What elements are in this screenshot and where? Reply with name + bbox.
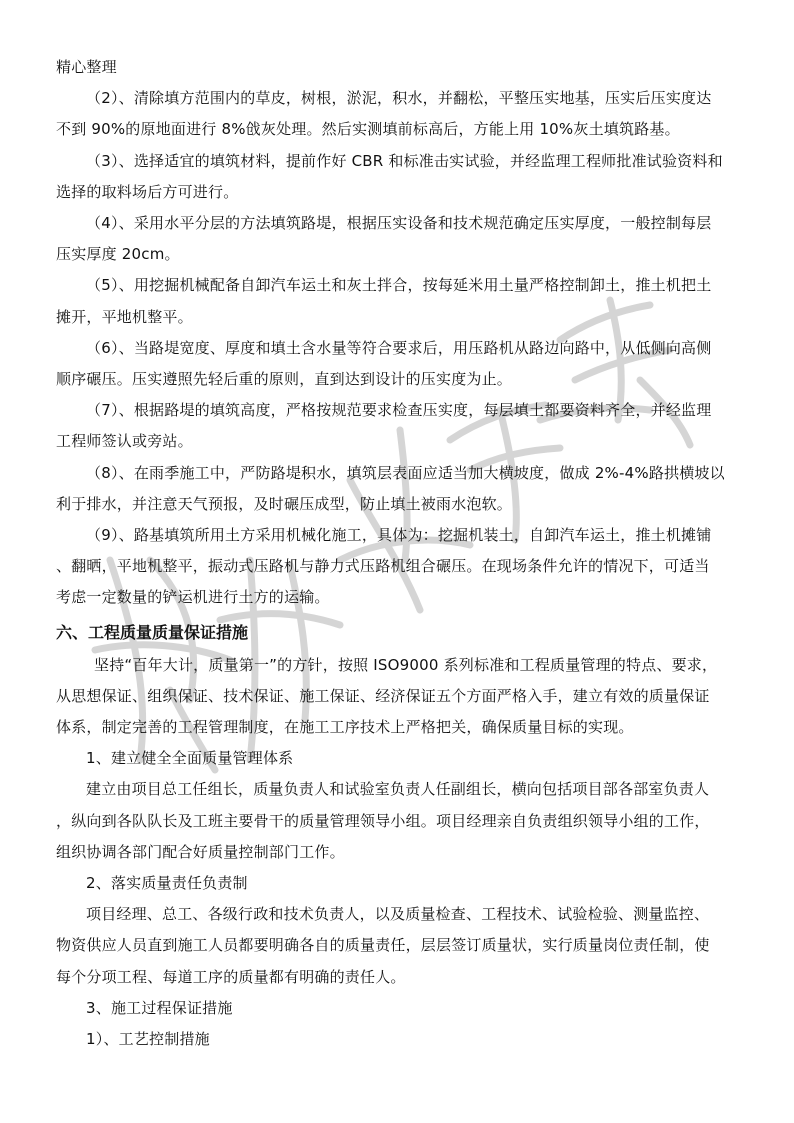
paragraph-line: 利于排水，并注意天气预报，及时碾压成型，防止填土被雨水泡软。 — [56, 494, 513, 513]
paragraph-line: （9）、路基填筑所用土方采用机械化施工，具体为：挖掘机装土，自卸汽车运土，推土机摊铺 — [86, 526, 712, 545]
paragraph-line: 工程师签认或旁站。 — [56, 432, 193, 451]
paragraph-line: （4）、采用水平分层的方法填筑路堤，根据压实设备和技术规范确定压实厚度，一般控制每层 — [86, 214, 712, 233]
paragraph-line: （6）、当路堤宽度、厚度和填土含水量等符合要求后，用压路机从路边向路中，从低侧向高侧 — [86, 338, 712, 357]
paragraph-line: ，纵向到各队队长及工班主要骨干的质量管理领导小组。项目经理亲自负责组织领导小组的工作， — [56, 811, 710, 830]
paragraph-line: 摊开，平地机整平。 — [56, 307, 193, 326]
subsection-heading: 1）、工艺控制措施 — [86, 1030, 210, 1049]
subsection-heading: 3、施工过程保证措施 — [86, 998, 233, 1017]
paragraph-line: 从思想保证、组织保证、技术保证、施工保证、经济保证五个方面严格入手，建立有效的质量保证 — [56, 686, 710, 705]
paragraph-line: 、翻晒，平地机整平，振动式压路机与静力式压路机组合碾压。在现场条件允许的情况下，可适当 — [56, 557, 710, 576]
paragraph-line: （2）、清除填方范围内的草皮，树根，淤泥，积水，并翻松，平整压实地基，压实后压实度达 — [86, 89, 712, 108]
subsection-heading: 1、建立健全全面质量管理体系 — [86, 749, 294, 768]
paragraph-line: 组织协调各部门配合好质量控制部门工作。 — [56, 842, 345, 861]
section-continuation: 精心整理 — [56, 58, 117, 76]
paragraph-line: 压实厚度 20cm。 — [56, 245, 180, 264]
paragraph-line: 不到 90%的原地面进行 8%戗灰处理。然后实测填前标高后，方能上用 10%灰土填筑路基。 — [56, 120, 680, 139]
section-heading: 六、工程质量质量保证措施 — [56, 622, 249, 642]
paragraph-line: 每个分项工程、每道工序的质量都有明确的责任人。 — [56, 967, 406, 986]
paragraph-line: （5）、用挖掘机械配备自卸汽车运土和灰土拌合，按每延米用土量严格控制卸土，推土机把土 — [86, 276, 712, 295]
subsection-heading: 2、落实质量责任负责制 — [86, 874, 248, 893]
paragraph-line: 考虑一定数量的铲运机进行土方的运输。 — [56, 588, 330, 607]
paragraph-line: 顺序碾压。压实遵照先轻后重的原则，直到达到设计的压实度为止。 — [56, 370, 513, 389]
paragraph-line: 项目经理、总工、各级行政和技术负责人，以及质量检查、工程技术、试验检验、测量监控、 — [86, 905, 710, 924]
paragraph-line: （3）、选择适宜的填筑材料，提前作好 CBR 和标准击实试验，并经监理工程师批准试验资料和 — [86, 151, 723, 170]
paragraph-line: （7）、根据路堤的填筑高度，严格按规范要求检查压实度，每层填土都要资料齐全，并经监理 — [86, 401, 712, 420]
document-body — [56, 52, 740, 1055]
paragraph-line: 体系，制定完善的工程管理制度，在施工工序技术上严格把关，确保质量目标的实现。 — [56, 718, 634, 737]
paragraph-line: 坚持“百年大计，质量第一”的方针，按照 ISO9000 系列标准和工程质量管理的特点、要求， — [94, 655, 718, 674]
paragraph-line: 选择的取料场后方可进行。 — [56, 182, 239, 201]
paragraph-line: （8）、在雨季施工中，严防路堤积水，填筑层表面应适当加大横坡度，做成 2%-4%路拱横坡以 — [86, 463, 725, 482]
paragraph-line: 建立由项目总工任组长，质量负责人和试验室负责人任副组长，横向包括项目部各部室负责人 — [86, 780, 710, 799]
paragraph-line: 物资供应人员直到施工人员都要明确各自的质量责任，层层签订质量状，实行质量岗位责任制，使 — [56, 936, 710, 955]
